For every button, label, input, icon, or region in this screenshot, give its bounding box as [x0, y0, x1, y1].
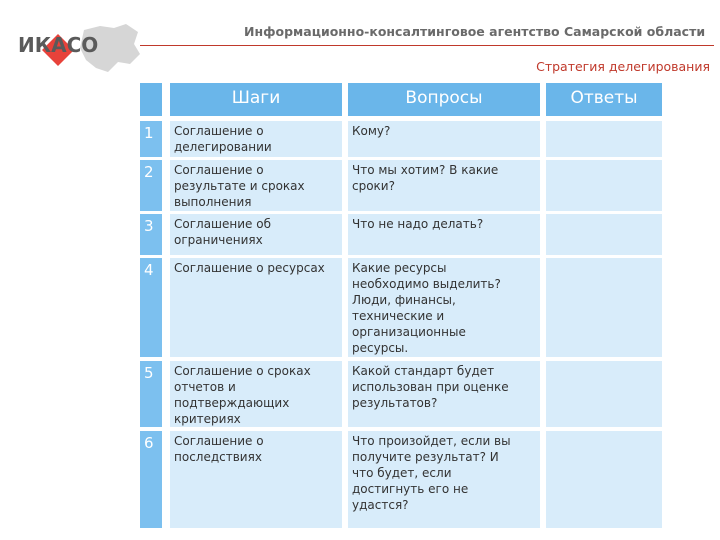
agency-title: Информационно-консалтинговое агентство Самарской области [244, 24, 706, 39]
question-cell: Кому? [348, 121, 540, 157]
row-number: 2 [140, 160, 162, 211]
step-cell: Соглашение о сроках отчетов и подтверждающих критериях [170, 361, 342, 427]
step-cell: Соглашение о результате и сроках выполнения [170, 160, 342, 211]
header-num-cell [140, 83, 162, 116]
ikaso-logo [14, 22, 144, 82]
row-number: 3 [140, 214, 162, 255]
question-cell: Что не надо делать? [348, 214, 540, 255]
logo-text: ИКАСО [18, 33, 99, 57]
step-cell: Соглашение о ресурсах [170, 258, 342, 357]
question-cell: Какие ресурсы необходимо выделить? Люди, финансы, технические и организационные ресурсы. [348, 258, 540, 357]
question-cell: Какой стандарт будет использован при оценке результатов? [348, 361, 540, 427]
answer-cell [546, 121, 662, 157]
answer-cell [546, 160, 662, 211]
header-questions: Вопросы [348, 83, 540, 116]
row-number: 1 [140, 121, 162, 157]
header-steps: Шаги [170, 83, 342, 116]
step-cell: Соглашение о делегировании [170, 121, 342, 157]
question-cell: Что произойдет, если вы получите результат? И что будет, если достигнуть его не удастся? [348, 431, 540, 528]
step-cell: Соглашение о последствиях [170, 431, 342, 528]
row-number: 4 [140, 258, 162, 357]
step-cell: Соглашение об ограничениях [170, 214, 342, 255]
answer-cell [546, 258, 662, 357]
row-number: 6 [140, 431, 162, 528]
question-cell: Что мы хотим? В какие сроки? [348, 160, 540, 211]
row-number: 5 [140, 361, 162, 427]
answer-cell [546, 361, 662, 427]
answer-cell [546, 431, 662, 528]
answer-cell [546, 214, 662, 255]
slide-subtitle: Стратегия делегирования [536, 59, 710, 74]
header-divider [140, 45, 714, 46]
header-answers: Ответы [546, 83, 662, 116]
